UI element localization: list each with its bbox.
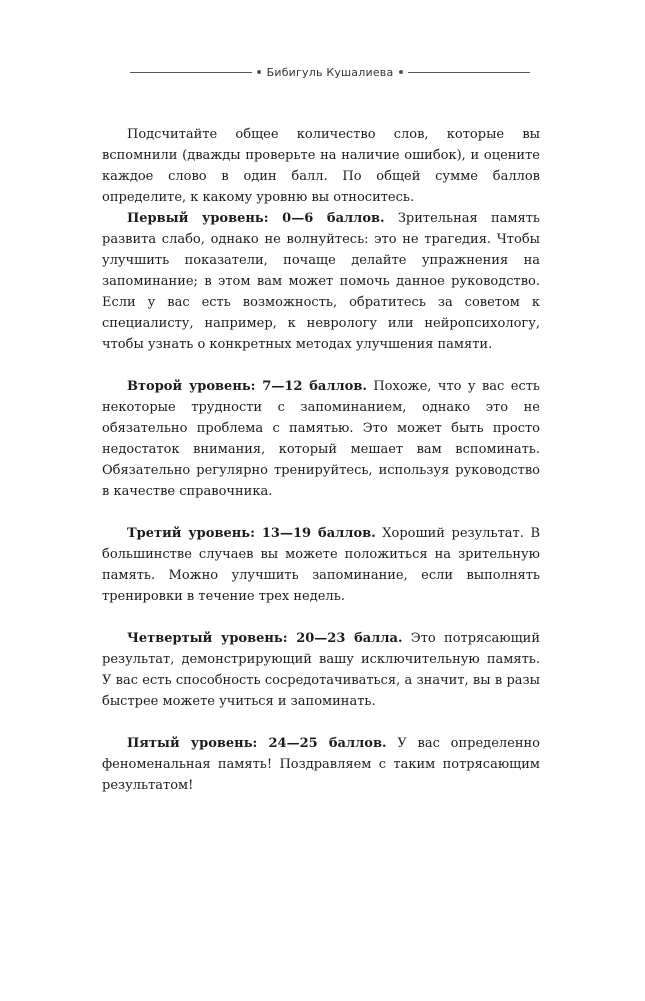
header-dot-right: [399, 70, 403, 74]
running-header: [130, 64, 530, 80]
level-3-title: Третий уровень: 13—19 баллов.: [127, 526, 376, 541]
header-rule-left: [130, 72, 252, 73]
level-5-title: Пятый уровень: 24—25 баллов.: [127, 736, 387, 751]
header-author: Бибигуль Кушалиева: [266, 65, 394, 79]
level-2-text: Похоже, что у вас есть некоторые трудности с запоминанием, однако это не обязательно проблема с памятью. Это может быть просто недостаток внимания, который мешает вам вспоминать. Обязательно регулярно тренируйтесь, используя руководство в качестве справочника.: [102, 379, 541, 499]
level-3-text: Хороший результат. В большинстве случаев вы можете положиться на зрительную память. Можно улучшить запоминание, если выполнять тренировки в течение трех недель.: [102, 526, 541, 604]
level-4-text: Это потрясающий результат, демонстрирующий вашу исключительную память. У вас есть способность сосредотачиваться, а значит, вы в разы быстрее можете учиться и запоминать.: [102, 631, 540, 709]
level-3-paragraph: [102, 523, 540, 607]
header-dot-left: [257, 70, 261, 74]
level-2-paragraph: [102, 376, 540, 502]
header-rule-right: [408, 72, 530, 73]
level-2-title: Второй уровень: 7—12 баллов.: [127, 379, 367, 394]
level-1-title: Первый уровень: 0—6 баллов.: [127, 211, 385, 226]
page-body: [102, 124, 540, 796]
level-5-text: У вас определенно феноменальная память! Поздравляем с таким потрясающим результатом!: [102, 736, 540, 793]
level-5-paragraph: [102, 733, 540, 796]
level-4-paragraph: [102, 628, 540, 712]
level-4-title: Четвертый уровень: 20—23 балла.: [127, 631, 403, 646]
intro-paragraph: Подсчитайте общее количество слов, которые вы вспомнили (дважды проверьте на наличие ошибок), и оцените каждое слово в один балл. По общей сумме баллов определите, к какому уровню вы относитесь.: [102, 127, 540, 205]
level-1-paragraph: [102, 208, 540, 355]
level-1-text: Зрительная память развита слабо, однако не волнуйтесь: это не трагедия. Чтобы улучшить показатели, почаще делайте упражнения на запоминание; в этом вам может помочь данное руководство. Если у вас есть возможность, обратитесь за советом к специалисту, например, к неврологу или нейропсихологу, чтобы узнать о конкретных методах улучшения памяти.: [102, 211, 540, 352]
